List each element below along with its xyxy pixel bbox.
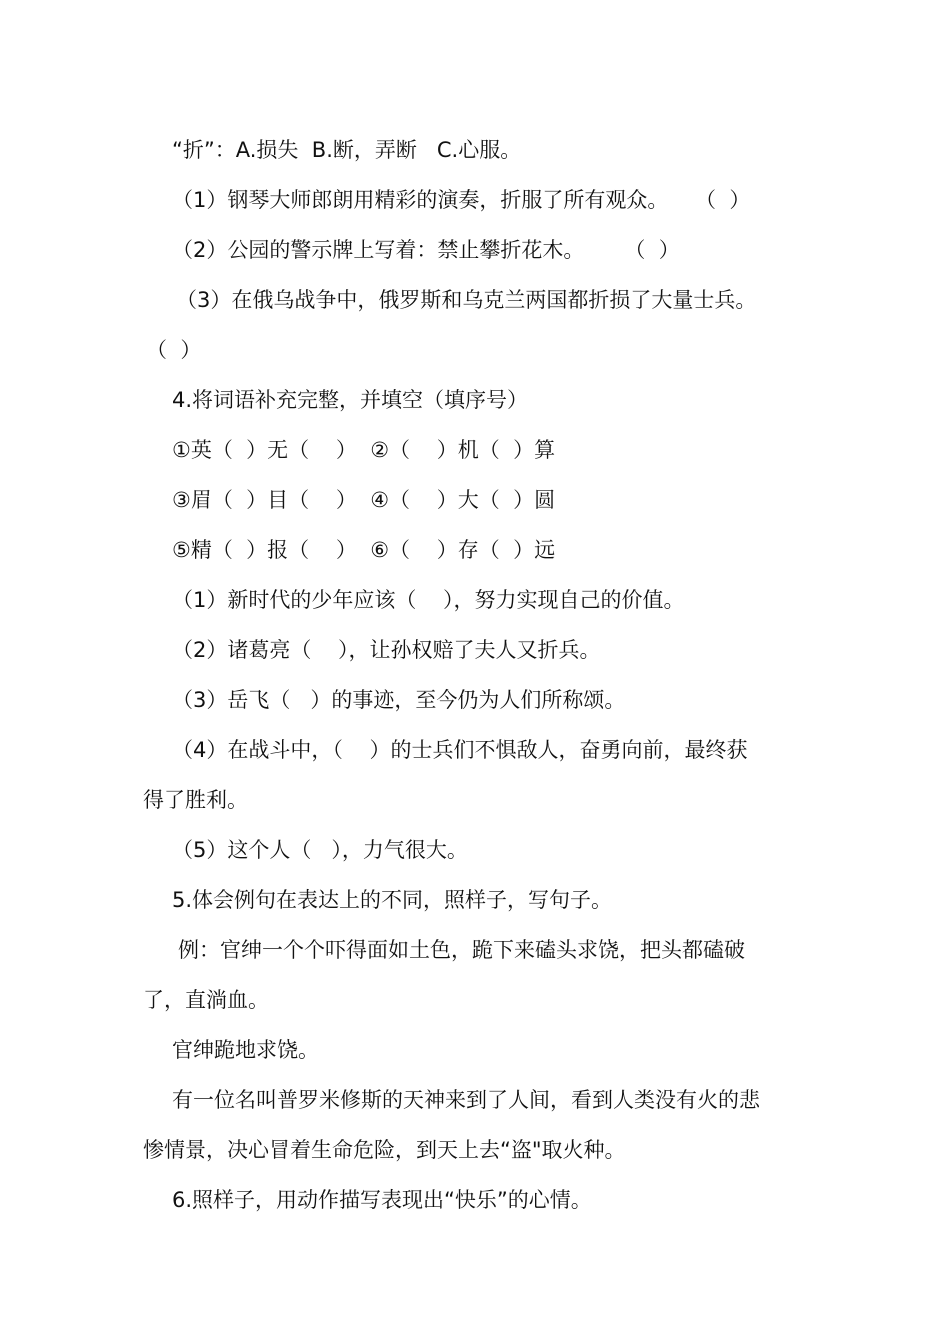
example-sentence: 官绅跪地求饶。 (172, 1038, 319, 1062)
question-line: （2）诸葛亮（ ），让孙权赔了夫人又折兵。 (172, 638, 601, 662)
question-line: （1）新时代的少年应该（ ），努力实现自己的价值。 (172, 588, 685, 612)
question-line: （3）岳飞（ ）的事迹，至今仍为人们所称颂。 (172, 688, 626, 712)
question-line: （5）这个人（ ），力气很大。 (172, 838, 468, 862)
section-heading: 6.照样子，用动作描写表现出“快乐”的心情。 (172, 1188, 592, 1212)
question-line-continued: 得了胜利。 (143, 788, 248, 812)
question-line: （3）在俄乌战争中，俄罗斯和乌克兰两国都折损了大量士兵。 (176, 288, 757, 312)
answer-parentheses: （ ） (146, 338, 202, 362)
question-line: （2）公园的警示牌上写着：禁止攀折花木。 （ ） (172, 238, 680, 262)
idiom-row: ①英（ ）无（ ） ②（ ）机（ ）算 (172, 438, 556, 462)
idiom-row: ③眉（ ）目（ ） ④（ ）大（ ）圆 (172, 488, 556, 512)
definition-line: “折”：A.损失 B.断，弄断 C.心服。 (172, 138, 522, 162)
question-line: （4）在战斗中，（ ）的士兵们不惧敌人，奋勇向前，最终获 (172, 738, 748, 762)
idiom-row: ⑤精（ ）报（ ） ⑥（ ）存（ ）远 (172, 538, 556, 562)
example-line-continued: 了，直淌血。 (143, 988, 269, 1012)
section-heading: 4.将词语补充完整，并填空（填序号） (172, 388, 529, 412)
paragraph-line: 有一位名叫普罗米修斯的天神来到了人间，看到人类没有火的悲 (172, 1088, 760, 1112)
section-heading: 5.体会例句在表达上的不同，照样子，写句子。 (172, 888, 613, 912)
example-line: 例：官绅一个个吓得面如土色，跪下来磕头求饶，把头都磕破 (178, 938, 745, 962)
question-line: （1）钢琴大师郎朗用精彩的演奏，折服了所有观众。 （ ） (172, 188, 751, 212)
paragraph-line-continued: 惨情景，决心冒着生命危险，到天上去“盗"取火种。 (143, 1138, 626, 1162)
